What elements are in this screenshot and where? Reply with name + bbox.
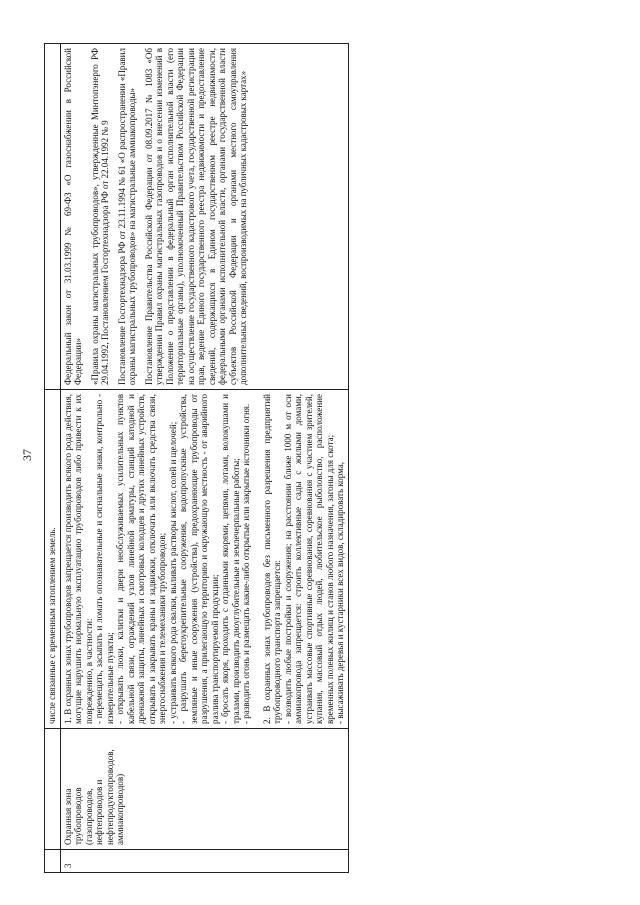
restriction-paragraph: 1. В охранных зонах трубопроводов запрещается производить всякого рода действия, могущие нарушить нормальную эксплуатацию трубопроводов либо привести к их повреждению, в частности:: [62, 394, 94, 724]
continuation-text: числе связанные с временным затоплением земель.: [45, 390, 61, 729]
cell-law-empty: [45, 44, 61, 390]
restriction-paragraph: - бросать якоря, проходить с отданными якорями, цепями, лотами, волокушами и тралами, производить дноуглубительные и землечерпальные работы;: [220, 394, 241, 724]
restrictions-cell: [60, 390, 348, 729]
restriction-paragraph: - открывать люки, калитки и двери необслуживаемых усилительных пунктов кабельной связи, ограждений узлов линейной арматуры, станций катодной и дренажной защиты, линейных и смотровых колодцев и других линейных устройств, открывать и закрывать краны и задвижки, отключать или включать средства связи, энергоснабжения и телемеханики трубопроводов;: [115, 394, 167, 724]
restriction-paragraph: 2. В охранных зонах трубопроводов без письменного разрешения предприятий трубопроводного транспорта запрещается:: [261, 394, 282, 724]
table-row-3: [60, 44, 348, 873]
restriction-paragraph: - разводить огонь и размещать какие-либо открытые или закрытые источники огня.: [241, 403, 251, 724]
page-number: 37: [20, 449, 34, 461]
table-row-continuation: [45, 44, 61, 873]
law-reference: Постановление Госгортехнадзора РФ от 23.11.1994 № 61 «О распространении «Правил охраны магистральных трубопроводов» на магистральные аммиакопроводы»: [116, 48, 137, 385]
zone-name: Охранная зона трубопроводов (газопроводов, нефтепроводов и нефтепродуктопроводов, аммиакопроводов): [60, 729, 348, 850]
legal-basis-cell: [60, 44, 348, 390]
restriction-paragraph: - перемещать, засыпать и ломать опознавательные и сигнальные знаки, контрольно - измерительные пункты;: [94, 394, 115, 724]
law-reference: Постановление Правительства Российской Федерации от 08.09.2017 № 1083 «Об утверждении Правил охраны магистральных газопроводов и о внесении изменений в Положение о представлении в федеральный орган исполнительной власти (его территориальные органы), уполномоченный Правительством Российской Федерации на осуществление государственного кадастрового учета, государственной регистрации прав, ведение Единого государственного реестра недвижимости и предоставление сведений, содержащихся в Едином государственном реестре недвижимости, федеральными органами исполнительной власти, органами государственной власти субъектов Российской Федерации и органами местного самоуправления дополнительных сведений, воспроизводимых на публичных кадастровых картах»: [143, 48, 248, 385]
law-reference: Федеральный закон от 31.03.1999 № 69-ФЗ «О газоснабжении в Российской Федерации»: [62, 48, 83, 385]
cell-num-empty: [45, 850, 61, 873]
zones-table: [44, 43, 349, 873]
restriction-paragraph: - высаживать деревья и кустарники всех видов, складировать корма,: [335, 462, 345, 724]
restriction-paragraph: - устраивать всякого рода свалки, выливать растворы кислот, солей и щелочей;: [167, 421, 178, 724]
restriction-paragraph: - разрушать берегоукрепительные сооружения, водопропускные устройства, земляные и иные сооружения (устройства), предохраняющие трубопроводы от разрушения, а прилегающую территорию и окружающую местность - от аварийного разлива транспортируемой продукции;: [178, 394, 220, 724]
law-reference: «Правила охраны магистральных трубопроводов», утвержденные Минтопэнерго РФ 29.04.1992, Постановлением Госгортехнадзора РФ от 22.04.1992 № 9: [89, 48, 110, 385]
restriction-paragraph: - возводить любые постройки и сооружения; на расстоянии ближе 1000 м от оси аммиакопровода запрещается: строить коллективные сады с жилыми домами, устраивать массовые спортивные соревнования, соревнования с участием зрителей, купания, массовый отдых людей, любительское рыболовство, расположение временных полевых жилищ и станов любого назначения, загоны для скота;: [282, 394, 335, 724]
row-number: 3: [60, 850, 348, 873]
cell-name-empty: [45, 729, 61, 850]
